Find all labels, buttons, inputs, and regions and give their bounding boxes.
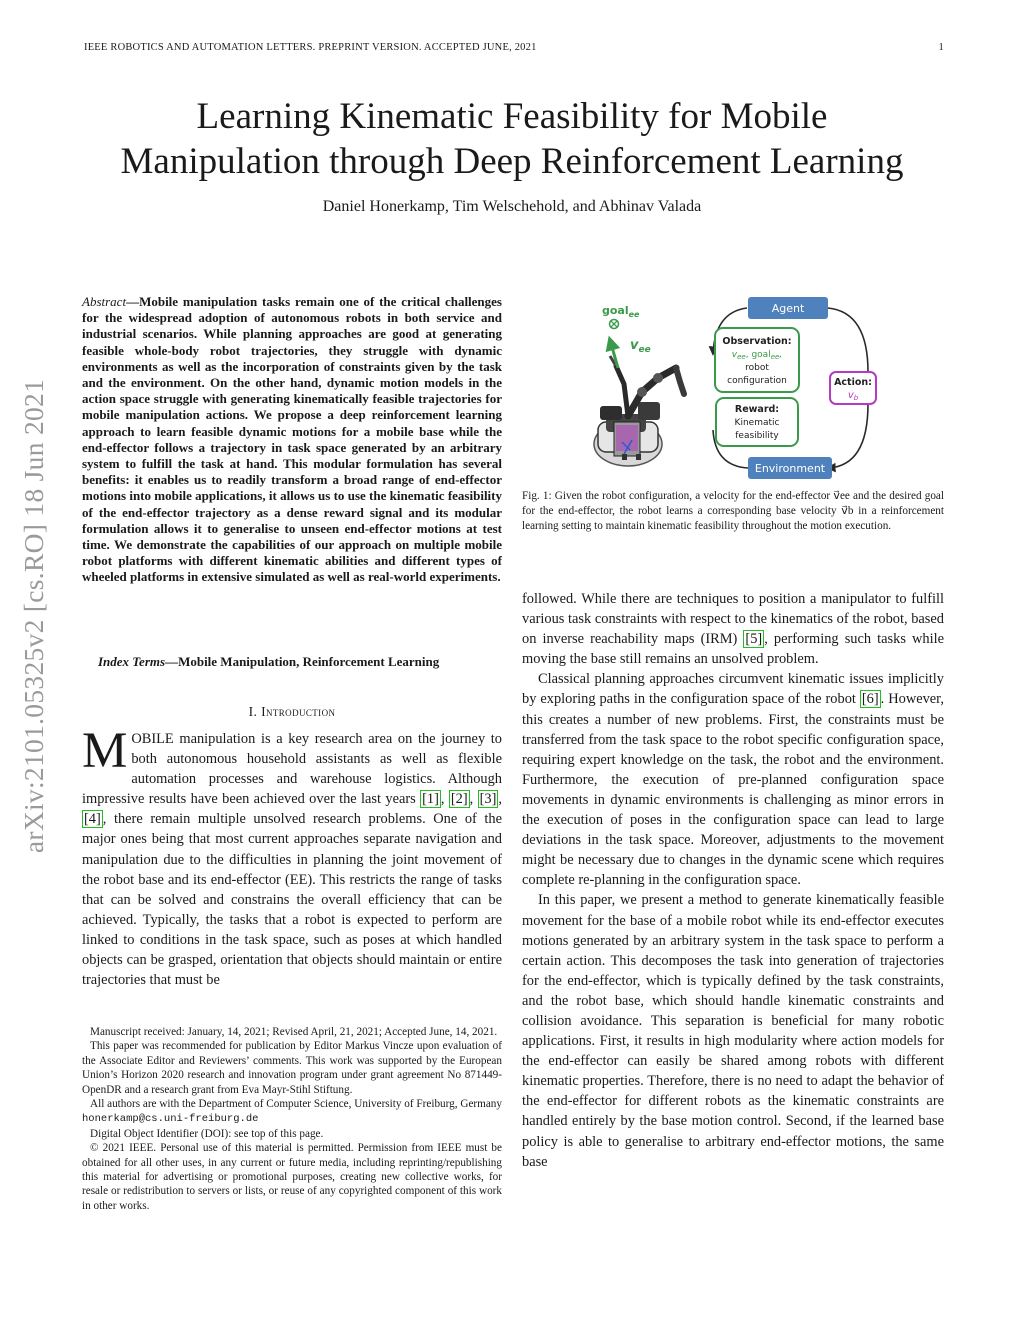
paragraph-1 bbox=[522, 589, 944, 669]
intro-paragraph: MOBILE manipulation is a key research area on the journey to both autonomous household assistants as well as flexible automation processes and warehouse logistics. Although impressive results have been achieved over the last years [1] , [2] , [3] , [4] , there remain multiple unsolved research problems. One of the major ones being that most current approaches separate navigation and manipulation due to the difficulties in planning the joint movement of the robot base and its end-effector (EE). This restricts the range of tasks that can be solved and constrains the overall efficiency that can be achieved. Typically, the tasks that a robot is expected to perform are linked to conditions in the task space, such as poses at which handled objects can be grasped, orientation that objects should maintain or entire trajectories that must be bbox=[82, 723, 503, 989]
p1-text-b: , performing such tasks while moving the base still remains an unsolved problem. bbox=[522, 631, 944, 668]
observation-title: Observation: bbox=[722, 336, 792, 347]
affiliation-text: All authors are with the Department of Computer Science, University of Freiburg, Germany bbox=[90, 1098, 502, 1111]
footnote-affiliation bbox=[82, 1097, 502, 1127]
action-title: Action: bbox=[834, 377, 872, 388]
paper-title bbox=[40, 94, 984, 184]
citation-link[interactable]: [6] bbox=[861, 691, 879, 708]
observation-vars: $v_{ee}$, goal$_{ee}$, bbox=[731, 350, 783, 361]
intro-text-a: OBILE manipulation is a key research area on the journey to both autonomous household assistants as well as flexible automation processes and warehouse logistics. Although impressive results have been achieved over the last years bbox=[82, 731, 502, 808]
observation-configuration: configuration bbox=[727, 376, 787, 386]
agent-label: Agent bbox=[771, 302, 805, 315]
citation-link[interactable]: [2] bbox=[450, 791, 468, 808]
dropcap: M bbox=[82, 723, 128, 779]
figure-1 bbox=[580, 294, 910, 479]
footnote-copyright: © 2021 IEEE. Personal use of this material is permitted. Permission from IEEE must be obtained for all other uses, in any current or future media, including reprinting/republishing this material for advertising or promotional purposes, creating new collective works, for resale or redistribution to servers or lists, or reuse of any copyrighted component of this work in other works. bbox=[82, 1142, 502, 1212]
abstract-label: Abstract bbox=[82, 294, 127, 309]
index-terms-label: Index Terms bbox=[98, 654, 166, 669]
page-number: 1 bbox=[938, 42, 944, 53]
abstract-text: —Mobile manipulation tasks remain one of the critical challenges for the widespread adoption of autonomous robots in both service and industrial scenarios. While planning approaches are good at generating feasible whole-body robot trajectories, they struggle with dynamic environments as well as the incorporation of constraints given by the task and the environment. On the other hand, dynamic motion models in the action space struggle with generating kinematically feasible trajectories for mobile manipulation actions. We propose a deep reinforcement learning approach to learn feasible dynamic motions for a mobile base while the end-effector follows a trajectory in task space generated by an arbitrary system to fulfill the task at hand. This modular formulation has several benefits: it enables us to readily transform a broad range of end-effector motions into mobile applications, it allows us to use the kinematic feasibility of the end-effector trajectory as a dense reward signal and its modular formulation allows it to generalise to unseen end-effector motions at test time. We demonstrate the capabilities of our approach on multiple mobile robot platforms with different kinematic abilities and different types of wheeled platforms in extensive simulated as well as real-world experiments. bbox=[82, 294, 502, 585]
paragraph-2 bbox=[522, 669, 944, 890]
citation-link[interactable]: [4] bbox=[84, 811, 101, 828]
reward-kinematic: Kinematic bbox=[734, 418, 780, 428]
cycle-arrow-action bbox=[828, 308, 868, 372]
right-column bbox=[522, 589, 944, 1172]
index-terms bbox=[82, 654, 502, 670]
section-heading bbox=[82, 704, 502, 720]
action-value: $v_b$ bbox=[847, 390, 859, 402]
footnote-received: Manuscript received: January, 14, 2021; Revised April, 21, 2021; Accepted June, 14, 2021. bbox=[90, 1026, 498, 1038]
email-link[interactable]: honerkamp@cs.uni-freiburg.de bbox=[82, 1113, 259, 1126]
p2-text-b: . However, this creates a number of new problems. First, the constraints must be transferred from the task space to the robot specific configuration space, requiring expert knowledge on the task, the robot and the environment. Furthermore, the execution of pre-planned configuration space movements in dynamic environments is challenging as minor errors in the execution of poses in the configuration space can lead to large deviations in the task space. Moreover, adjustments to the movement might be necessary due to changes in the dynamic scene which requires complete re-planning in the configuration space. bbox=[522, 691, 944, 889]
robot-illustration bbox=[594, 356, 684, 466]
citation-link[interactable]: [1] bbox=[422, 791, 439, 808]
journal-header: IEEE ROBOTICS AND AUTOMATION LETTERS. PREPRINT VERSION. ACCEPTED JUNE, 2021 bbox=[84, 42, 537, 53]
environment-label: Environment bbox=[754, 462, 826, 475]
goal-marker bbox=[602, 304, 640, 329]
arxiv-stamp-text: arXiv:2101.05325v2 [cs.RO] 18 Jun 2021 bbox=[18, 378, 49, 854]
arxiv-stamp bbox=[14, 325, 54, 907]
paragraph-3: In this paper, we present a method to generate kinematically feasible movement for the base of a mobile robot while its end-effector executes motions generated by an arbitrary system in the task space to perform a certain action. This decomposes the task into generation of trajectories for the end-effector, which is typically defined by the task constraints, and the robot base, which should handle kinematic constraints and collision avoidance. This separation is beneficial for many robotic applications. First, it results in high modularity where action models for the end-effector can easily be shared among robots with different kinematic properties. Therefore, there is no need to adapt the behavior of the end-effector for different robots as the kinematic constraints are handled entirely by the base motion control. Second, if the learned base policy is able to generalise to arbitrary end-effector motions, the same base bbox=[522, 892, 944, 1170]
index-terms-text: —Mobile Manipulation, Reinforcement Learning bbox=[165, 654, 440, 669]
running-header bbox=[84, 42, 944, 53]
intro-text-b: , there remain multiple unsolved research problems. One of the major ones being that most current approaches separate navigation and manipulation due to the difficulties in planning the joint movement of the robot base and its end-effector (EE). This restricts the range of tasks that can be solved and constrains the overall efficiency that can be achieved. Typically, the tasks that a robot is expected to perform are linked to conditions in the task space, such as poses at which handled objects can be grasped, orientation that objects should maintain or entire trajectories that must be bbox=[82, 811, 502, 989]
vee-label: $v_{ee}$ bbox=[630, 338, 651, 355]
cycle-arrow-env-right bbox=[828, 404, 868, 468]
section-title: Introduction bbox=[261, 704, 336, 719]
title-line-2: Manipulation through Deep Reinforcement Learning bbox=[120, 141, 904, 182]
figure-caption: Fig. 1: Given the robot configuration, a velocity for the end-effector v⃗ee and the desired goal for the end-effector, the robot learns a corresponding base velocity v⃗b in a reinforcement learning setting to maintain kinematic feasibility throughout the motion execution. bbox=[522, 490, 944, 532]
goal-label: goal$_{ee}$ bbox=[602, 304, 640, 319]
footnote-doi: Digital Object Identifier (DOI): see top of this page. bbox=[90, 1127, 324, 1140]
citation-link[interactable]: [5] bbox=[745, 631, 763, 648]
title-line-1: Learning Kinematic Feasibility for Mobile bbox=[196, 96, 828, 137]
observation-robot: robot bbox=[745, 363, 769, 373]
authors: Daniel Honerkamp, Tim Welschehold, and Abhinav Valada bbox=[322, 198, 702, 215]
footnote-recommended: This paper was recommended for publication by Editor Markus Vincze upon evaluation of the Associate Editor and Reviewers’ comments. This work was supported by the European Union’s Horizon 2020 research and innovation program under grant agreement No 871449-OpenDR and a research grant from Eva Mayr-Stihl Stiftung. bbox=[82, 1040, 502, 1096]
reward-title: Reward: bbox=[734, 404, 780, 415]
citation-link[interactable]: [3] bbox=[479, 791, 497, 808]
p2-text-a: Classical planning approaches circumvent kinematic issues implicitly by exploring paths in the configuration space of the robot bbox=[522, 671, 944, 708]
p1-text-a: followed. While there are techniques to position a manipulator to fulfill various task constraints with respect to the kinematics of the robot, based on inverse reachability maps (IRM) bbox=[522, 591, 944, 648]
abstract bbox=[82, 294, 502, 586]
reward-feasibility: feasibility bbox=[735, 431, 779, 441]
section-number: I. bbox=[248, 704, 258, 719]
footnotes bbox=[82, 1025, 502, 1213]
